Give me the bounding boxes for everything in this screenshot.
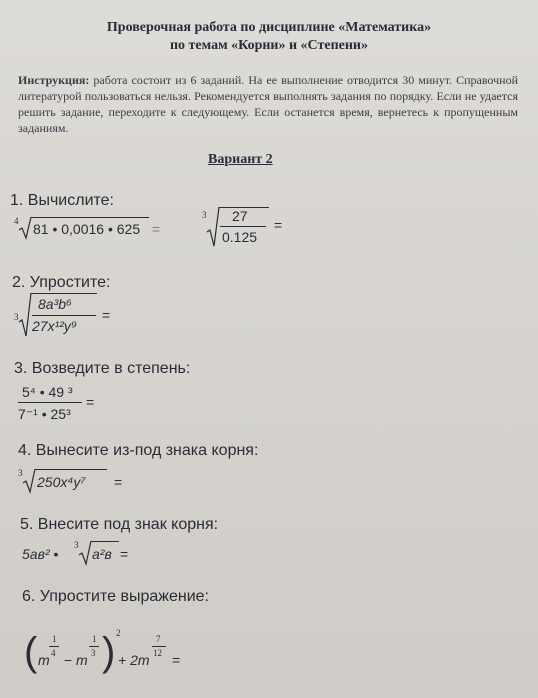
title-line-1: Проверочная работа по дисциплине «Математика» [106, 20, 432, 35]
exp1-denominator: 4 [51, 648, 56, 658]
task-1b-expression [202, 204, 292, 250]
outer-exponent: 2 [116, 628, 121, 638]
equals-sign: = [172, 652, 181, 668]
task-3-title: 3. Возведите в степень: [14, 360, 191, 377]
exp2-numerator: 1 [92, 634, 97, 644]
radical-sign-icon [206, 206, 220, 248]
task-5-title: 5. Внесите под знак корня: [20, 516, 219, 533]
title-line-2: по темам «Корни» и «Степени» [169, 38, 368, 53]
task-4-title: 4. Вынесите из-под знака корня: [18, 442, 259, 459]
fraction-denominator: 7⁻¹ • 25³ [18, 406, 71, 422]
fraction-numerator: 27 [232, 208, 248, 224]
exp1-numerator: 1 [52, 634, 57, 644]
task-2-title: 2. Упростите: [12, 274, 111, 291]
root-index: 3 [74, 540, 79, 550]
task-6-expression [24, 628, 204, 688]
task-1a-expression [14, 214, 174, 244]
root-index: 3 [18, 468, 23, 478]
equals-sign: = [86, 394, 95, 410]
instructions-label: Инструкция: [18, 73, 90, 87]
plus-term: + 2m [118, 652, 150, 668]
radical-sign-icon [18, 216, 32, 240]
task-5-expression [22, 538, 162, 568]
root-index: 3 [202, 210, 207, 220]
base-m-2: m [76, 652, 88, 668]
fraction-denominator: 27x¹²y⁹ [32, 318, 78, 334]
root-index: 3 [14, 312, 19, 322]
task-1-title: 1. Вычислите: [10, 192, 114, 209]
exp2-denominator: 3 [91, 648, 96, 658]
equals-sign: = [152, 221, 161, 237]
radical-sign-icon [18, 292, 32, 338]
equals-sign: = [120, 546, 129, 562]
task-4-expression [18, 466, 138, 496]
fraction-denominator: 0.125 [222, 229, 258, 245]
equals-sign: = [274, 217, 283, 233]
task-2-expression [14, 290, 114, 340]
instructions [18, 72, 518, 136]
exp3-denominator: 12 [153, 648, 162, 658]
fraction-numerator: 5⁴ • 49 ³ [22, 384, 73, 400]
left-paren: ( [24, 630, 38, 674]
right-paren: ) [102, 630, 116, 674]
equals-sign: = [114, 474, 123, 490]
instructions-text: работа состоит из 6 заданий. На ее выполнение отводится 30 минут. Справочной литературой пользоваться нельзя. Рекомендуется выполнять задания по порядку. Если не удается решить задание, переходите к следующему. Если останется время, вернетесь к пропущенным заданиям. [18, 73, 518, 135]
base-m-1: m [38, 652, 50, 668]
exp3-numerator: 7 [156, 634, 161, 644]
radicand: 250x⁴y⁷ [37, 474, 86, 490]
task-6-title: 6. Упростите выражение: [22, 588, 209, 605]
radicand: 81 • 0,0016 • 625 [33, 221, 141, 237]
radical-sign-icon [22, 468, 36, 494]
root-index: 4 [14, 216, 19, 226]
variant-heading: Вариант 2 [208, 152, 273, 167]
fraction-numerator: 8a³b⁶ [38, 296, 72, 312]
task-3-expression [18, 382, 108, 428]
equals-sign: = [102, 307, 111, 323]
coefficient: 5ав² • [22, 546, 59, 562]
radicand: а²в [92, 546, 112, 562]
radical-sign-icon [78, 540, 92, 566]
minus-sign: − [64, 652, 73, 668]
